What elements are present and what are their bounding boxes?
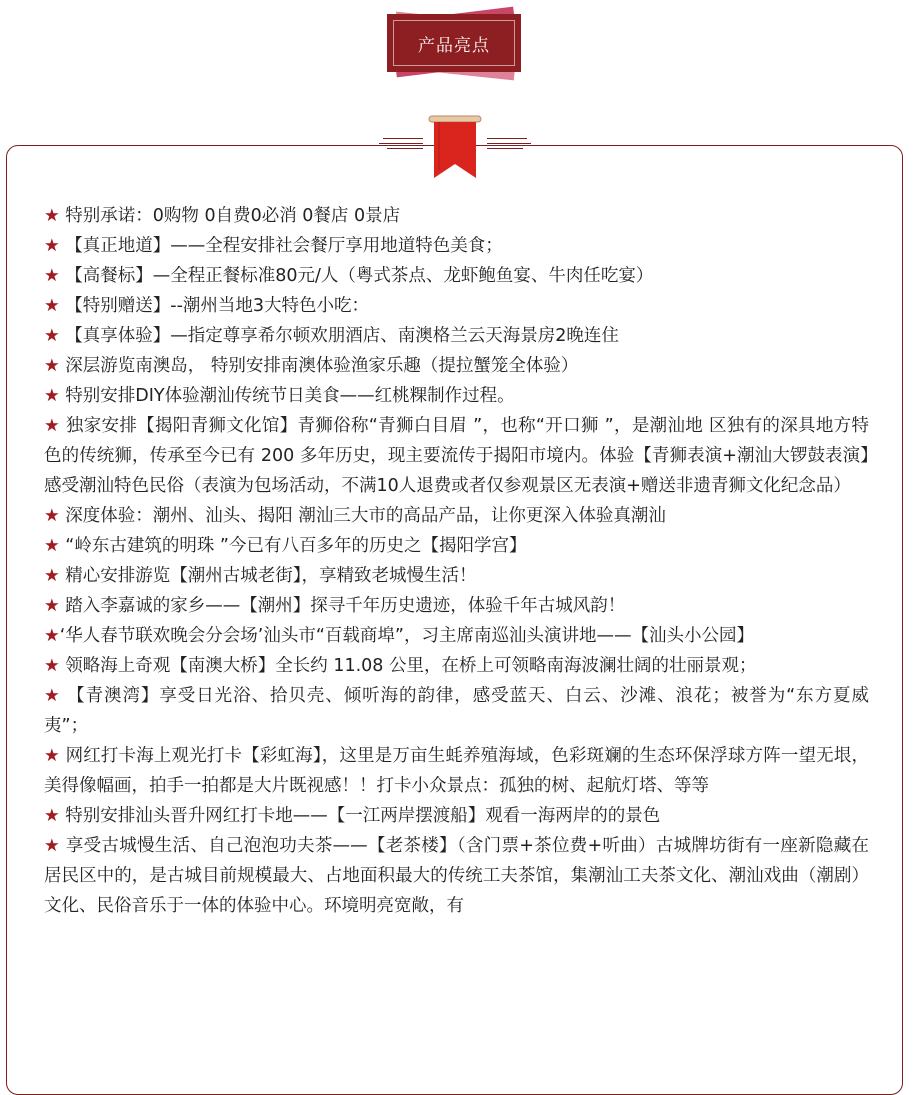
highlight-list [44,201,869,921]
highlight-text: ‘华人春节联欢晚会分会场’汕头市“百载商埠”，习主席南巡汕头演讲地——【汕头小公园】 [59,626,754,646]
star-icon: ★ [44,626,60,646]
highlight-item [44,651,869,681]
highlight-text: 享受古城慢生活、自己泡泡功夫茶——【老茶楼】（含门票+茶位费+听曲）古城牌坊街有一座新隐藏在居民区中的，是古城目前规模最大、占地面积最大的传统工夫茶馆，集潮汕工夫茶文化、潮汕戏曲（潮剧）文化、民俗音乐于一体的体验中心。环境明亮宽敞，有 [44,836,869,916]
ribbon-banner-icon [427,114,483,180]
ornament-lines-left [379,138,423,152]
highlight-item [44,831,869,921]
highlight-item [44,261,869,291]
highlight-text: “岭东古建筑的明珠 ”今已有八百多年的历史之【揭阳学宫】 [59,536,527,556]
star-icon: ★ [44,746,60,766]
star-icon: ★ [44,836,60,856]
star-icon: ★ [44,206,60,226]
star-icon: ★ [44,386,60,406]
highlight-item [44,351,869,381]
highlight-text: 精心安排游览【潮州古城老街】，享精致老城慢生活！ [59,566,477,586]
ornament-lines-right [487,138,531,152]
star-icon: ★ [44,656,60,676]
highlight-item [44,291,869,321]
highlight-item [44,381,869,411]
page-title: 产品亮点 [393,20,515,66]
star-icon: ★ [44,296,60,316]
star-icon: ★ [44,596,60,616]
highlight-item [44,411,869,501]
highlight-item [44,501,869,531]
title-badge [385,12,525,76]
star-icon: ★ [44,686,61,706]
star-icon: ★ [44,266,60,286]
star-icon: ★ [44,416,61,436]
highlight-item [44,231,869,261]
highlight-text: 领略海上奇观【南澳大桥】全长约 11.08 公里，在桥上可领略南海波澜壮阔的壮丽景观； [59,656,757,676]
highlight-item [44,621,869,651]
highlight-text: 独家安排【揭阳青狮文化馆】青狮俗称“青狮白目眉 ”，也称“开口狮 ”，是潮汕地 区独有的深具地方特色的传统狮，传承至今已有 200 多年历史，现主要流传于揭阳市境内。体验【青狮表演+潮汕大锣鼓表演】感受潮汕特色民俗（表演为包场活动，不满10人退费或者仅参观景区无表演+赠送非遗青狮文化纪念品） [44,416,869,496]
highlight-item [44,681,869,741]
star-icon: ★ [44,356,60,376]
highlight-item [44,321,869,351]
highlight-text: 【青澳湾】享受日光浴、拾贝壳、倾听海的韵律，感受蓝天、白云、沙滩、浪花；被誉为“东方夏威夷”； [44,686,869,736]
highlight-text: 深度体验：潮州、汕头、揭阳 潮汕三大市的高品产品，让你更深入体验真潮汕 [59,506,666,526]
highlight-item [44,201,869,231]
highlight-item [44,561,869,591]
highlight-item [44,801,869,831]
highlight-text: 【真正地道】——全程安排社会餐厅享用地道特色美食； [59,236,503,256]
highlight-text: 特别承诺：0购物 0自费0必消 0餐店 0景店 [59,206,401,226]
star-icon: ★ [44,806,60,826]
star-icon: ★ [44,326,60,346]
highlight-text: 【高餐标】—全程正餐标准80元/人（粤式茶点、龙虾鲍鱼宴、牛肉任吃宴） [59,266,654,286]
highlight-item [44,591,869,621]
highlight-text: 特别安排汕头晋升网红打卡地——【一江两岸摆渡船】观看一海两岸的的景色 [59,806,661,826]
badge-box [387,14,521,72]
highlight-text: 网红打卡海上观光打卡【彩虹海】，这里是万亩生蚝养殖海域，色彩斑斓的生态环保浮球方阵一望无垠，美得像幅画，拍手一拍都是大片既视感！！打卡小众景点：孤独的树、起航灯塔、等等 [44,746,869,796]
star-icon: ★ [44,536,60,556]
star-icon: ★ [44,566,60,586]
highlight-item [44,531,869,561]
star-icon: ★ [44,236,60,256]
highlight-text: 【特别赠送】--潮州当地3大特色小吃： [59,296,370,316]
highlight-text: 特别安排DIY体验潮汕传统节日美食——红桃粿制作过程。 [59,386,515,406]
highlight-item [44,741,869,801]
highlight-text: 深层游览南澳岛， 特别安排南澳体验渔家乐趣（提拉蟹笼全体验） [59,356,579,376]
highlight-text: 踏入李嘉诚的家乡——【潮州】探寻千年历史遗迹，体验千年古城风韵！ [59,596,626,616]
highlight-text: 【真享体验】—指定尊享希尔顿欢朋酒店、南澳格兰云天海景房2晚连住 [59,326,619,346]
ribbon-ornament [375,110,535,182]
star-icon: ★ [44,506,60,526]
